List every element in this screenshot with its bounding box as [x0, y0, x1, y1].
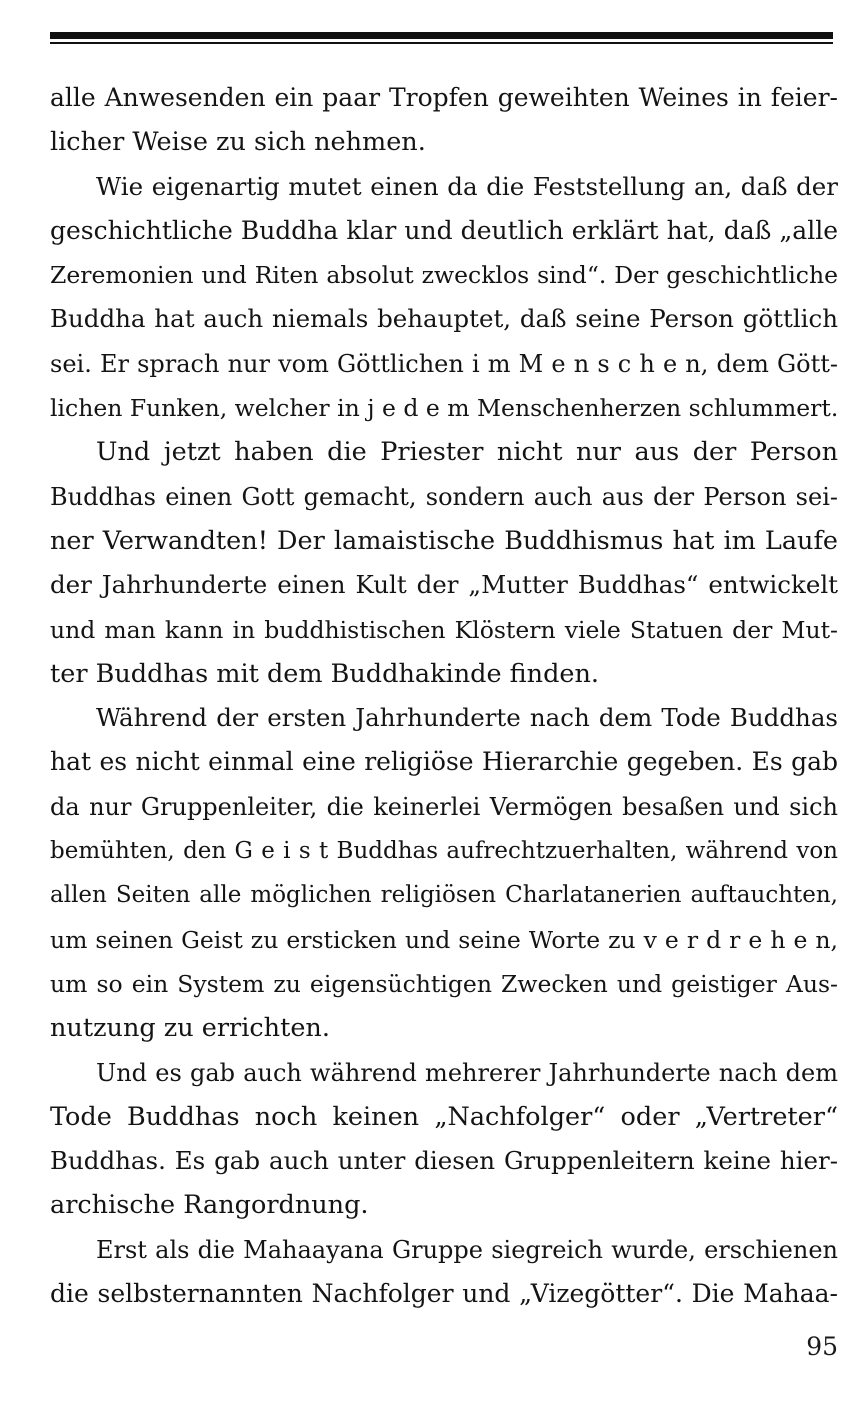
- text-line: und man kann in buddhistischen Klöstern viele Statuen der Mut-: [50, 615, 838, 644]
- text-line: geschichtliche Buddha klar und deutlich erklärt hat, daß „alle: [50, 215, 838, 245]
- text-line: lichen Funken, welcher in j e d e m Menschenherzen schlummert.: [50, 394, 838, 423]
- header-rule-thin: [50, 42, 833, 44]
- text-line: der Jahrhunderte einen Kult der „Mutter Buddhas“ entwickelt: [50, 570, 838, 600]
- text-line: sei. Er sprach nur vom Göttlichen i m M e n s c h e n, dem Gött-: [50, 349, 838, 378]
- text-line: Erst als die Mahaayana Gruppe siegreich wurde, erschienen: [96, 1235, 838, 1264]
- text-line: Buddhas. Es gab auch unter diesen Gruppenleitern keine hier-: [50, 1146, 838, 1176]
- header-rule: [50, 32, 833, 39]
- text-line: Tode Buddhas noch keinen „Nachfolger“ oder „Vertreter“: [50, 1101, 838, 1132]
- text-line: Und jetzt haben die Priester nicht nur aus der Person: [96, 437, 838, 468]
- text-line: um so ein System zu eigensüchtigen Zwecken und geistiger Aus-: [50, 969, 838, 998]
- text-line: um seinen Geist zu ersticken und seine Worte zu v e r d r e h e n,: [50, 925, 838, 954]
- text-line: bemühten, den G e i s t Buddhas aufrechtzuerhalten, während von: [50, 838, 838, 865]
- text-line: Und es gab auch während mehrerer Jahrhunderte nach dem: [96, 1058, 838, 1087]
- body-text: [50, 76, 838, 1316]
- text-line: Buddha hat auch niemals behauptet, daß seine Person göttlich: [50, 304, 838, 334]
- page-number: 95: [806, 1332, 838, 1361]
- text-line: hat es nicht einmal eine religiöse Hierarchie gegeben. Es gab: [50, 747, 838, 777]
- text-line: Buddhas einen Gott gemacht, sondern auch aus der Person sei-: [50, 482, 838, 511]
- text-line: ner Verwandten! Der lamaistische Buddhismus hat im Laufe: [50, 525, 838, 556]
- text-line: Während der ersten Jahrhunderte nach dem Tode Buddhas: [96, 703, 838, 733]
- text-line: allen Seiten alle möglichen religiösen Charlatanerien auftauchten,: [50, 882, 838, 909]
- text-line: archische Rangordnung.: [50, 1190, 369, 1221]
- text-line: alle Anwesenden ein paar Tropfen geweihten Weines in feier-: [50, 83, 838, 112]
- text-line: nutzung zu errichten.: [50, 1013, 330, 1044]
- text-line: die selbsternannten Nachfolger und „Vizegötter“. Die Mahaa-: [50, 1279, 838, 1309]
- text-line: licher Weise zu sich nehmen.: [50, 127, 426, 158]
- text-line: Zeremonien und Riten absolut zwecklos sind“. Der geschichtliche: [50, 261, 838, 290]
- text-line: ter Buddhas mit dem Buddhakinde finden.: [50, 658, 600, 689]
- text-line: Wie eigenartig mutet einen da die Feststellung an, daß der: [96, 171, 838, 201]
- text-line: da nur Gruppenleiter, die keinerlei Vermögen besaßen und sich: [50, 792, 838, 821]
